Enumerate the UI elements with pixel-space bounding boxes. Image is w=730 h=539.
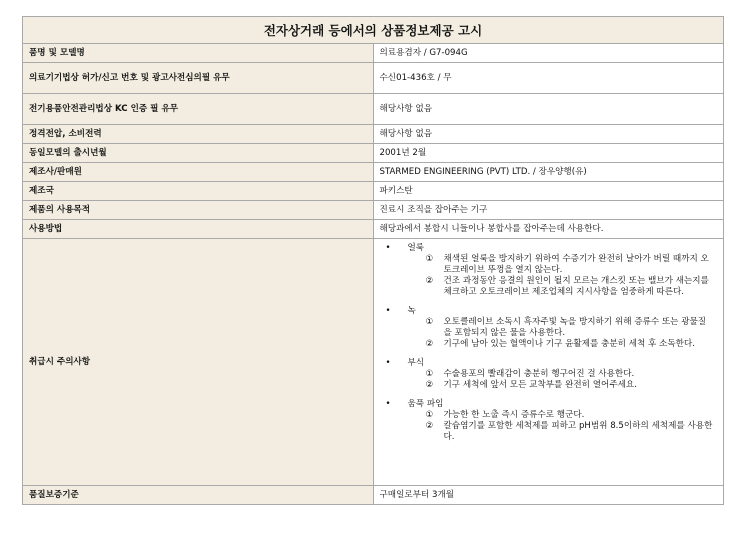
care-label: 취급시 주의사항: [23, 239, 374, 486]
item-text: 오토클레이브 소독시 흑자주빛 녹을 방지하기 위해 증류수 또는 광물질을 포함되지 않은 물을 사용한다.: [443, 317, 707, 338]
item-number: ①: [425, 369, 434, 379]
row-label: 제품의 사용목적: [23, 201, 374, 220]
row-value: 의료용겸자 / G7-094G: [373, 44, 724, 63]
item-text: 건조 과정동안 응결의 원인이 될지 모르는 개스킷 또는 밸브가 새는지를 체크하고 오토크레이브 제조업체의 지시사항을 엄중하게 따른다.: [443, 276, 709, 297]
care-section: [380, 306, 718, 350]
section-title: • 부식: [380, 358, 718, 369]
row-value: 파키스탄: [373, 182, 724, 201]
row-value: 해당사항 없음: [373, 125, 724, 144]
table-row: [23, 220, 724, 239]
list-item: [380, 254, 718, 276]
row-label: 정격전압, 소비전력: [23, 125, 374, 144]
row-label: 품질보증기준: [23, 486, 374, 505]
list-item: [380, 410, 718, 421]
table-row: [23, 486, 724, 505]
row-value: 구매일로부터 3개월: [373, 486, 724, 505]
row-label: 의료기기법상 허가/신고 번호 및 광고사전심의필 유무: [23, 63, 374, 94]
care-row: [23, 239, 724, 486]
list-item: [380, 339, 718, 350]
row-value: 2001년 2월: [373, 144, 724, 163]
care-section: [380, 243, 718, 298]
row-value: 수신01-436호 / 무: [373, 63, 724, 94]
section-title: • 녹: [380, 306, 718, 317]
table-row: [23, 44, 724, 63]
item-text: 수술용포의 빨래감이 충분히 헹구어진 걸 사용한다.: [443, 369, 635, 379]
item-number: ①: [425, 254, 434, 264]
row-label: 제조사/판매원: [23, 163, 374, 182]
table-row: [23, 201, 724, 220]
table-row: [23, 125, 724, 144]
item-text: 채색된 얼룩을 방지하기 위하여 수증기가 완전히 날아가 버릴 때까지 오토크레이브 뚜껑을 열지 않는다.: [443, 254, 709, 275]
table-row: [23, 94, 724, 125]
row-value: 진료시 조직을 잡아주는 기구: [373, 201, 724, 220]
list-item: [380, 276, 718, 298]
item-number: ①: [425, 317, 434, 327]
row-label: 전기용품안전관리법상 KC 인증 필 유무: [23, 94, 374, 125]
list-item: [380, 369, 718, 380]
care-section: [380, 358, 718, 391]
section-title: • 얼룩: [380, 243, 718, 254]
item-number: ②: [425, 421, 434, 431]
item-text: 기구 세척에 앞서 모든 교착부를 완전히 열어주세요.: [443, 380, 637, 390]
list-item: [380, 317, 718, 339]
item-number: ②: [425, 380, 434, 390]
item-text: 가능한 한 노출 즉시 증류수로 행군다.: [443, 410, 585, 420]
row-label: 품명 및 모델명: [23, 44, 374, 63]
row-label: 제조국: [23, 182, 374, 201]
care-content: [373, 239, 724, 486]
item-text: 칼슘염기를 포함한 세척제를 피하고 pH범위 8.5이하의 세척제를 사용한다.: [443, 421, 713, 442]
row-label: 동일모델의 출시년월: [23, 144, 374, 163]
list-item: [380, 380, 718, 391]
item-number: ②: [425, 276, 434, 286]
table-row: [23, 182, 724, 201]
table-row: [23, 63, 724, 94]
item-number: ①: [425, 410, 434, 420]
row-value: 해당사항 없음: [373, 94, 724, 125]
row-value: STARMED ENGINEERING (PVT) LTD. / 장우양행(유): [373, 163, 724, 182]
section-title: • 움푹 파임: [380, 399, 718, 410]
table-row: [23, 163, 724, 182]
item-number: ②: [425, 339, 434, 349]
table-row: [23, 144, 724, 163]
row-value: 해당과에서 봉합시 니들이나 봉합사를 잡아주는데 사용한다.: [373, 220, 724, 239]
row-label: 사용방법: [23, 220, 374, 239]
list-item: [380, 421, 718, 443]
care-section: [380, 399, 718, 443]
product-info-notice: [22, 16, 724, 505]
notice-title: 전자상거래 등에서의 상품정보제공 고시: [23, 17, 724, 44]
title-row: [23, 17, 724, 44]
product-info-table: [22, 16, 724, 505]
item-text: 기구에 남아 있는 혈액이나 기구 윤활제를 충분히 세척 후 소독한다.: [443, 339, 695, 349]
